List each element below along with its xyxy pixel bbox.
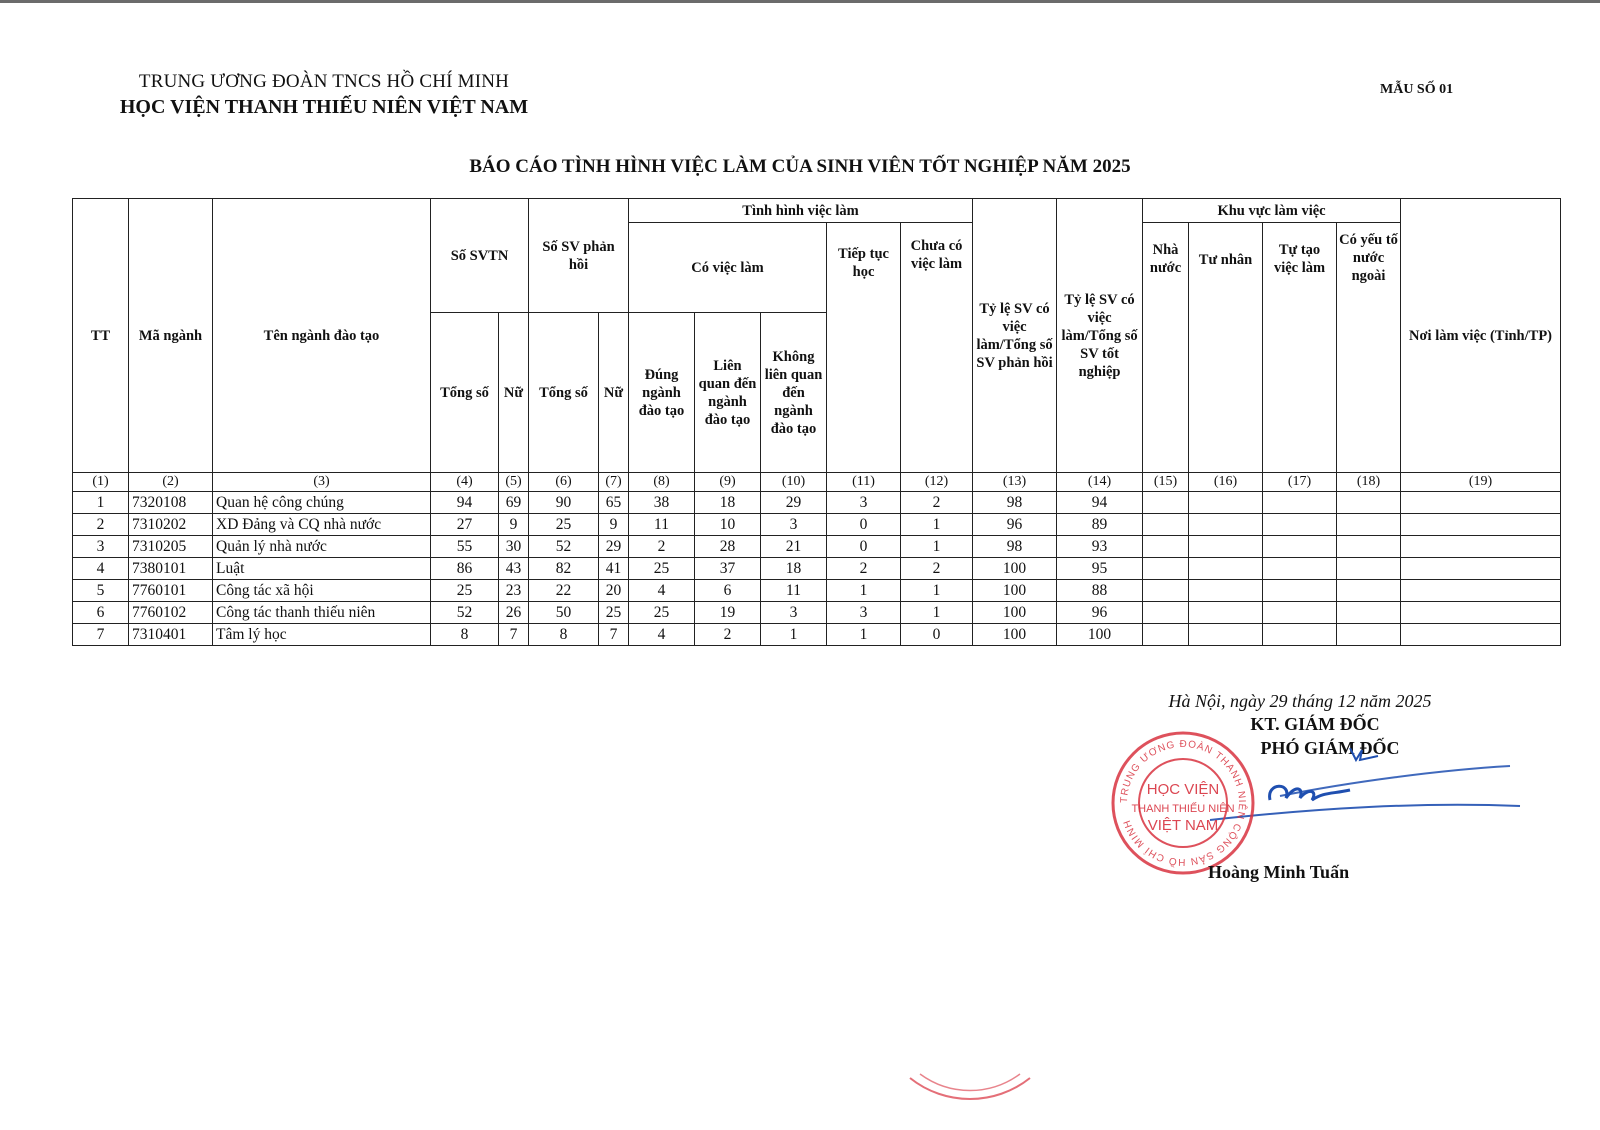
- column-index: (5): [499, 473, 529, 492]
- cell-ph-tong-so: 82: [529, 558, 599, 580]
- cell-ph-nu: 20: [599, 580, 629, 602]
- cell-tn-nu: 7: [499, 624, 529, 646]
- column-index-row: [73, 473, 1561, 492]
- cell-tiep-tuc-hoc: 0: [827, 536, 901, 558]
- cell-chua-co-viec: 1: [901, 580, 973, 602]
- cell-tu-nhan: [1189, 624, 1263, 646]
- cell-tt: 3: [73, 536, 129, 558]
- header-nha-nuoc: Nhà nước: [1143, 223, 1189, 473]
- cell-tt: 6: [73, 602, 129, 624]
- cell-tiep-tuc-hoc: 0: [827, 514, 901, 536]
- header-tu-tao: Tự tạo việc làm: [1263, 223, 1337, 473]
- cell-ten-nganh: XD Đảng và CQ nhà nước: [213, 514, 431, 536]
- cell-tiep-tuc-hoc: 2: [827, 558, 901, 580]
- column-index: (9): [695, 473, 761, 492]
- cell-nuoc-ngoai: [1337, 558, 1401, 580]
- header-ph-nu: Nữ: [599, 313, 629, 473]
- cell-tu-tao: [1263, 580, 1337, 602]
- cell-khong-lien-quan: 3: [761, 514, 827, 536]
- issuing-organization: [84, 70, 564, 120]
- seal-ring-text: TRUNG ƯƠNG ĐOÀN THANH NIÊN CỘNG SẢN HỒ CHÍ MINH: [1118, 738, 1248, 868]
- cell-tn-tong-so: 94: [431, 492, 499, 514]
- cell-ph-nu: 29: [599, 536, 629, 558]
- cell-nuoc-ngoai: [1337, 492, 1401, 514]
- cell-ph-nu: 65: [599, 492, 629, 514]
- column-index: (1): [73, 473, 129, 492]
- cell-ph-nu: 41: [599, 558, 629, 580]
- cell-khong-lien-quan: 3: [761, 602, 827, 624]
- cell-ty-le-phan-hoi: 96: [973, 514, 1057, 536]
- cell-lien-quan: 19: [695, 602, 761, 624]
- cell-ph-tong-so: 22: [529, 580, 599, 602]
- cell-tn-tong-so: 25: [431, 580, 499, 602]
- form-number: MẪU SỐ 01: [1380, 82, 1454, 97]
- cell-khong-lien-quan: 29: [761, 492, 827, 514]
- cell-ph-tong-so: 25: [529, 514, 599, 536]
- column-index: (16): [1189, 473, 1263, 492]
- cell-dung-nganh: 4: [629, 624, 695, 646]
- cell-khong-lien-quan: 21: [761, 536, 827, 558]
- cell-lien-quan: 10: [695, 514, 761, 536]
- cell-noi-lam-viec: [1401, 602, 1561, 624]
- cell-ty-le-phan-hoi: 98: [973, 536, 1057, 558]
- cell-dung-nganh: 25: [629, 602, 695, 624]
- cell-ma-nganh: 7310205: [129, 536, 213, 558]
- cell-ty-le-tot-nghiep: 100: [1057, 624, 1143, 646]
- cell-tu-nhan: [1189, 514, 1263, 536]
- header-tu-nhan: Tư nhân: [1189, 223, 1263, 473]
- cell-ty-le-phan-hoi: 100: [973, 558, 1057, 580]
- cell-tn-tong-so: 55: [431, 536, 499, 558]
- cell-tn-nu: 30: [499, 536, 529, 558]
- header-so-svtn: Số SVTN: [431, 199, 529, 313]
- cell-tn-tong-so: 8: [431, 624, 499, 646]
- cell-khong-lien-quan: 18: [761, 558, 827, 580]
- cell-ty-le-tot-nghiep: 94: [1057, 492, 1143, 514]
- cell-lien-quan: 2: [695, 624, 761, 646]
- cell-tn-nu: 26: [499, 602, 529, 624]
- cell-tt: 5: [73, 580, 129, 602]
- cell-chua-co-viec: 1: [901, 536, 973, 558]
- cell-ty-le-tot-nghiep: 93: [1057, 536, 1143, 558]
- column-index: (17): [1263, 473, 1337, 492]
- table-row: [73, 602, 1561, 624]
- cell-ma-nganh: 7320108: [129, 492, 213, 514]
- cell-noi-lam-viec: [1401, 536, 1561, 558]
- table-row: [73, 514, 1561, 536]
- partial-seal-fragment: [905, 1068, 1035, 1108]
- column-index: (11): [827, 473, 901, 492]
- cell-ten-nganh: Luật: [213, 558, 431, 580]
- signer-name: Hoàng Minh Tuấn: [1208, 862, 1350, 882]
- column-index: (7): [599, 473, 629, 492]
- header-so-sv-phan-hoi: Số SV phản hồi: [529, 199, 629, 313]
- cell-tt: 4: [73, 558, 129, 580]
- header-nuoc-ngoai: Có yếu tố nước ngoài: [1337, 223, 1401, 473]
- cell-nha-nuoc: [1143, 558, 1189, 580]
- cell-chua-co-viec: 2: [901, 492, 973, 514]
- seal-line-3: VIỆT NAM: [1147, 817, 1219, 834]
- cell-chua-co-viec: 2: [901, 558, 973, 580]
- cell-dung-nganh: 11: [629, 514, 695, 536]
- cell-ten-nganh: Tâm lý học: [213, 624, 431, 646]
- signer-role-secondary: PHÓ GIÁM ĐỐC: [1260, 738, 1400, 758]
- cell-ph-tong-so: 90: [529, 492, 599, 514]
- header-khong-lien-quan: Không liên quan đến ngành đào tạo: [761, 313, 827, 473]
- cell-nuoc-ngoai: [1337, 602, 1401, 624]
- cell-noi-lam-viec: [1401, 580, 1561, 602]
- cell-dung-nganh: 4: [629, 580, 695, 602]
- cell-ty-le-tot-nghiep: 89: [1057, 514, 1143, 536]
- employment-report-table: [72, 198, 1561, 646]
- cell-tn-nu: 43: [499, 558, 529, 580]
- cell-tiep-tuc-hoc: 1: [827, 624, 901, 646]
- column-index: (19): [1401, 473, 1561, 492]
- cell-tn-tong-so: 52: [431, 602, 499, 624]
- cell-ph-tong-so: 50: [529, 602, 599, 624]
- table-row: [73, 492, 1561, 514]
- cell-ph-nu: 25: [599, 602, 629, 624]
- cell-noi-lam-viec: [1401, 558, 1561, 580]
- header-ty-le-tot-nghiep: Tỷ lệ SV có việc làm/Tổng số SV tốt nghiệp: [1057, 199, 1143, 473]
- column-index: (2): [129, 473, 213, 492]
- cell-ph-nu: 7: [599, 624, 629, 646]
- cell-tu-tao: [1263, 514, 1337, 536]
- cell-nha-nuoc: [1143, 514, 1189, 536]
- header-ty-le-phan-hoi: Tỷ lệ SV có việc làm/Tổng số SV phản hồi: [973, 199, 1057, 473]
- cell-tiep-tuc-hoc: 3: [827, 492, 901, 514]
- cell-ten-nganh: Quan hệ công chúng: [213, 492, 431, 514]
- column-index: (6): [529, 473, 599, 492]
- seal-line-1: HỌC VIỆN: [1146, 781, 1220, 798]
- cell-ty-le-phan-hoi: 100: [973, 624, 1057, 646]
- cell-nuoc-ngoai: [1337, 536, 1401, 558]
- place-date: Hà Nội, ngày 29 tháng 12 năm 2025: [1168, 691, 1432, 711]
- header-dung-nganh: Đúng ngành đào tạo: [629, 313, 695, 473]
- header-co-viec-lam: Có việc làm: [629, 223, 827, 313]
- header-ten-nganh: Tên ngành đào tạo: [213, 199, 431, 473]
- cell-ma-nganh: 7380101: [129, 558, 213, 580]
- cell-lien-quan: 6: [695, 580, 761, 602]
- cell-ph-nu: 9: [599, 514, 629, 536]
- cell-nuoc-ngoai: [1337, 514, 1401, 536]
- cell-tu-tao: [1263, 536, 1337, 558]
- header-tn-nu: Nữ: [499, 313, 529, 473]
- cell-ph-tong-so: 8: [529, 624, 599, 646]
- cell-tt: 2: [73, 514, 129, 536]
- cell-ty-le-tot-nghiep: 88: [1057, 580, 1143, 602]
- column-index: (8): [629, 473, 695, 492]
- column-index: (14): [1057, 473, 1143, 492]
- cell-ty-le-phan-hoi: 98: [973, 492, 1057, 514]
- cell-ty-le-phan-hoi: 100: [973, 580, 1057, 602]
- column-index: (10): [761, 473, 827, 492]
- report-title: BÁO CÁO TÌNH HÌNH VIỆC LÀM CỦA SINH VIÊN TỐT NGHIỆP NĂM 2025: [469, 156, 1131, 177]
- cell-chua-co-viec: 1: [901, 514, 973, 536]
- cell-chua-co-viec: 1: [901, 602, 973, 624]
- header-noi-lam-viec: Nơi làm việc (Tỉnh/TP): [1401, 199, 1561, 473]
- cell-tn-tong-so: 86: [431, 558, 499, 580]
- cell-nha-nuoc: [1143, 536, 1189, 558]
- organization-name: HỌC VIỆN THANH THIẾU NIÊN VIỆT NAM: [119, 96, 529, 118]
- cell-tu-nhan: [1189, 536, 1263, 558]
- header-lien-quan: Liên quan đến ngành đào tạo: [695, 313, 761, 473]
- cell-ten-nganh: Quản lý nhà nước: [213, 536, 431, 558]
- cell-tu-tao: [1263, 624, 1337, 646]
- header-ph-tong-so: Tổng số: [529, 313, 599, 473]
- cell-ty-le-tot-nghiep: 95: [1057, 558, 1143, 580]
- table-row: [73, 558, 1561, 580]
- cell-ten-nganh: Công tác thanh thiếu niên: [213, 602, 431, 624]
- cell-ma-nganh: 7310401: [129, 624, 213, 646]
- header-tinh-hinh-viec-lam: Tình hình việc làm: [629, 199, 973, 223]
- cell-lien-quan: 18: [695, 492, 761, 514]
- cell-lien-quan: 37: [695, 558, 761, 580]
- top-scan-edge: [0, 0, 1600, 3]
- cell-tn-nu: 69: [499, 492, 529, 514]
- cell-noi-lam-viec: [1401, 492, 1561, 514]
- cell-dung-nganh: 25: [629, 558, 695, 580]
- column-index: (18): [1337, 473, 1401, 492]
- cell-ma-nganh: 7760102: [129, 602, 213, 624]
- cell-nha-nuoc: [1143, 492, 1189, 514]
- seal-line-2: THANH THIẾU NIÊN: [1131, 803, 1235, 815]
- header-khu-vuc: Khu vực làm việc: [1143, 199, 1401, 223]
- cell-tiep-tuc-hoc: 1: [827, 580, 901, 602]
- cell-tn-nu: 9: [499, 514, 529, 536]
- cell-tu-nhan: [1189, 580, 1263, 602]
- cell-nuoc-ngoai: [1337, 624, 1401, 646]
- column-index: (13): [973, 473, 1057, 492]
- cell-nuoc-ngoai: [1337, 580, 1401, 602]
- cell-noi-lam-viec: [1401, 624, 1561, 646]
- header-tn-tong-so: Tổng số: [431, 313, 499, 473]
- cell-tu-nhan: [1189, 558, 1263, 580]
- cell-lien-quan: 28: [695, 536, 761, 558]
- cell-ten-nganh: Công tác xã hội: [213, 580, 431, 602]
- cell-dung-nganh: 38: [629, 492, 695, 514]
- cell-tt: 7: [73, 624, 129, 646]
- cell-khong-lien-quan: 1: [761, 624, 827, 646]
- cell-tu-tao: [1263, 558, 1337, 580]
- cell-ph-tong-so: 52: [529, 536, 599, 558]
- cell-tu-tao: [1263, 602, 1337, 624]
- column-index: (3): [213, 473, 431, 492]
- cell-dung-nganh: 2: [629, 536, 695, 558]
- signer-role-primary: KT. GIÁM ĐỐC: [1250, 714, 1380, 734]
- parent-organization: TRUNG ƯƠNG ĐOÀN TNCS HỒ CHÍ MINH: [138, 71, 510, 92]
- column-index: (4): [431, 473, 499, 492]
- column-index: (15): [1143, 473, 1189, 492]
- cell-tiep-tuc-hoc: 3: [827, 602, 901, 624]
- cell-tu-tao: [1263, 492, 1337, 514]
- header-chua-co-viec: Chưa có việc làm: [901, 223, 973, 473]
- table-row: [73, 580, 1561, 602]
- cell-tt: 1: [73, 492, 129, 514]
- cell-ma-nganh: 7760101: [129, 580, 213, 602]
- cell-ty-le-tot-nghiep: 96: [1057, 602, 1143, 624]
- cell-chua-co-viec: 0: [901, 624, 973, 646]
- header-tt: TT: [73, 199, 129, 473]
- cell-noi-lam-viec: [1401, 514, 1561, 536]
- cell-tu-nhan: [1189, 492, 1263, 514]
- table-row: [73, 624, 1561, 646]
- cell-nha-nuoc: [1143, 602, 1189, 624]
- cell-khong-lien-quan: 11: [761, 580, 827, 602]
- column-index: (12): [901, 473, 973, 492]
- cell-nha-nuoc: [1143, 580, 1189, 602]
- cell-ma-nganh: 7310202: [129, 514, 213, 536]
- header-ma-nganh: Mã ngành: [129, 199, 213, 473]
- cell-tn-tong-so: 27: [431, 514, 499, 536]
- cell-tu-nhan: [1189, 602, 1263, 624]
- cell-tn-nu: 23: [499, 580, 529, 602]
- cell-ty-le-phan-hoi: 100: [973, 602, 1057, 624]
- table-row: [73, 536, 1561, 558]
- header-tiep-tuc-hoc: Tiếp tục học: [827, 223, 901, 473]
- cell-nha-nuoc: [1143, 624, 1189, 646]
- official-seal: [1108, 728, 1258, 878]
